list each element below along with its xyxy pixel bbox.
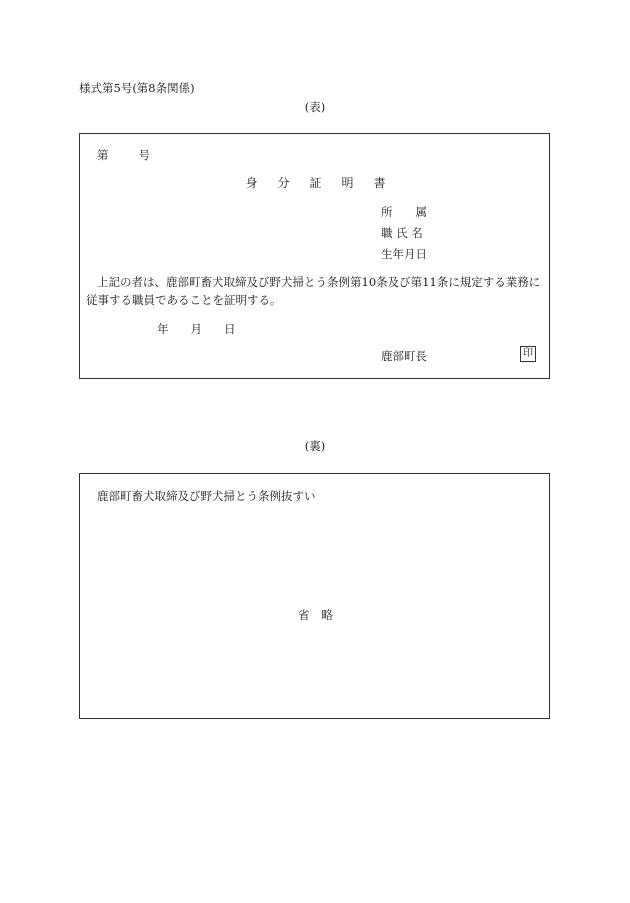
id-card-front xyxy=(79,133,550,379)
seal-mark: 印 xyxy=(520,346,536,362)
date-month: 月 xyxy=(190,322,202,336)
certificate-body-text: 上記の者は、鹿部町畜犬取締及び野犬掃とう条例第10条及び第11条に規定する業務に従事する職員であることを証明する。 xyxy=(86,275,541,307)
title-char: 身 xyxy=(245,176,258,190)
field-affiliation: 所 属 xyxy=(381,205,427,219)
title-char: 分 xyxy=(277,176,290,190)
field-title-name: 職 氏 名 xyxy=(381,226,423,240)
title-char: 書 xyxy=(373,176,386,190)
date-year: 年 xyxy=(157,322,169,336)
back-side-heading: (裏) xyxy=(304,439,326,453)
id-card-back xyxy=(79,473,550,719)
omitted-char: 略 xyxy=(321,608,333,622)
field-birthdate: 生年月日 xyxy=(381,247,427,261)
omitted-char: 省 xyxy=(298,608,310,622)
date-day: 日 xyxy=(224,322,236,336)
number-suffix: 号 xyxy=(138,148,150,162)
certificate-number xyxy=(97,147,150,163)
number-prefix: 第 xyxy=(97,148,109,162)
ordinance-excerpt-title: 鹿部町畜犬取締及び野犬掃とう条例抜すい xyxy=(97,489,316,503)
front-side-heading: (表) xyxy=(304,100,326,114)
certificate-title xyxy=(80,174,551,191)
title-char: 証 xyxy=(309,176,322,190)
title-char: 明 xyxy=(341,176,354,190)
issue-date xyxy=(157,321,258,337)
form-number-label: 様式第5号(第8条関係) xyxy=(79,81,195,95)
issuer-mayor: 鹿部町長 xyxy=(381,349,427,363)
omitted-text xyxy=(80,607,551,623)
